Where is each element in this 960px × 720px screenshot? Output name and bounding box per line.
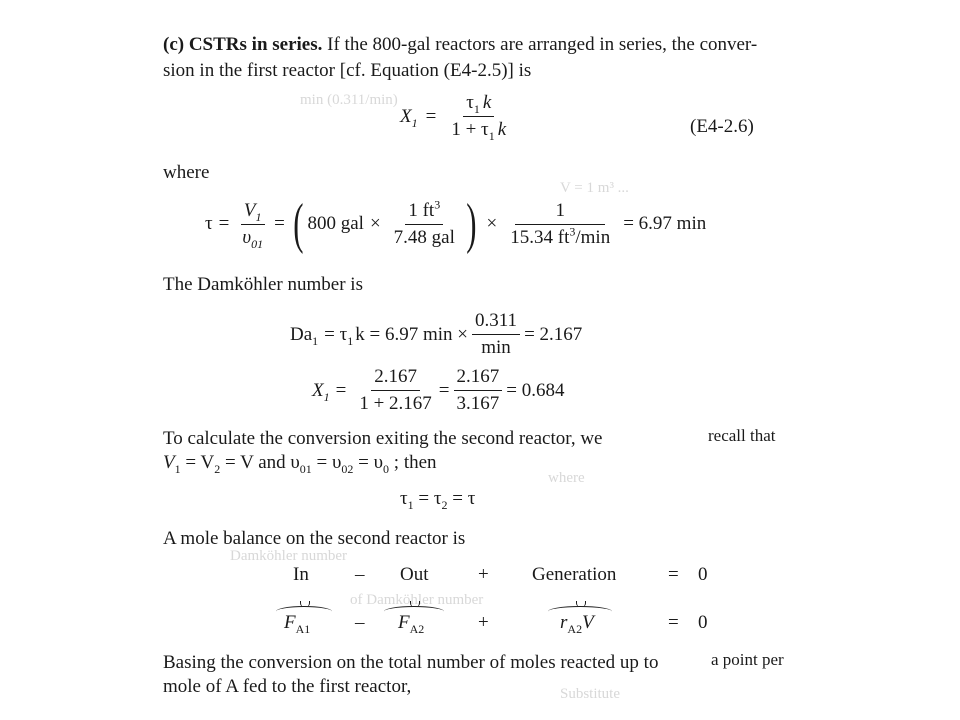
balance-plus: + [478, 564, 489, 585]
times-sign: × [369, 213, 381, 234]
intro-line-2: sion in the first reactor [cf. Equation (E4-2.5)] is [163, 60, 532, 81]
calc-line-1: To calculate the conversion exiting the second reactor, we [163, 428, 603, 449]
times-sign: × [486, 213, 498, 234]
term-plus: + [478, 612, 489, 633]
equals-sign: = [425, 105, 437, 127]
x1-result: = 0.684 [506, 379, 565, 401]
equation-tau-equality: $\tau_1 = \tau_2 = \tau$ [400, 488, 476, 512]
flow-fraction: $\frac{1}{15.34 ft^3/\min}$ [510, 199, 611, 248]
term-fa1: $F_{A1}$ [284, 612, 311, 636]
ghost-text: Damköhler number [230, 548, 348, 564]
tau-symbol: τ [205, 213, 213, 234]
equation-label: (E4-2.6) [690, 116, 754, 137]
volume-over-flow: $\frac{V_1}{\upsilon_{01}}$ [242, 199, 264, 251]
damkohler-intro: The Damköhler number is [163, 274, 363, 295]
term-equals: = [668, 612, 679, 633]
ghost-text: V = 1 m³ ... [560, 180, 629, 196]
section-label: (c) CSTRs in series. [163, 34, 323, 55]
equation-x1-numeric: $X_1$ = $\frac{2.167}{1 + 2.167}$ = $\frac{2.167}{3.167}$ = 0.684 [312, 366, 565, 414]
left-paren: ( [293, 193, 304, 255]
intro-paragraph [163, 34, 757, 56]
amount: 800 gal [307, 213, 364, 234]
eq-lhs: $X_1$ [400, 105, 418, 130]
intro-line-1: If the 800-gal reactors are arranged in series, the conver- [327, 34, 758, 55]
ghost-text: Substitute [560, 686, 621, 702]
balance-generation: Generation [532, 564, 617, 585]
term-zero: 0 [698, 612, 708, 633]
balance-zero: 0 [698, 564, 708, 585]
basing-line-2: mole of A fed to the first reactor, [163, 676, 412, 697]
term-fa2: $F_{A2}$ [398, 612, 425, 636]
da-result: = 2.167 [524, 323, 583, 345]
calc-line-2: $V_1 = V_2 = V$ and $\upsilon_{01} = \upsilon_{02} = \upsilon_0$ ; then [163, 452, 437, 476]
ghost-text: where [548, 470, 585, 486]
calc-overlay: recall that [708, 426, 776, 445]
right-paren: ) [466, 193, 477, 255]
balance-in: In [293, 564, 309, 585]
balance-out: Out [400, 564, 429, 585]
basing-overlay: a point per [711, 650, 784, 669]
where-text: where [163, 162, 210, 183]
term-ra2v: $r_{A2}V$ [560, 612, 594, 636]
equation-tau: τ = $\frac{V_1}{\upsilon_{01}}$ = ( 800 gal × $\frac{1 ft^3}{\text{7.48 gal}}$ ) × $\frac{1}{15.34 ft^3/\min}$ = 6.97 min [205, 193, 707, 255]
balance-equals: = [668, 564, 679, 585]
tau-result: = 6.97 min [623, 213, 707, 234]
equals-sign: = [218, 213, 230, 234]
term-minus: – [355, 612, 365, 633]
unit-conversion: $\frac{1 ft^3}{\text{7.48 gal}}$ [393, 197, 455, 248]
equation-damkohler: $Da_1$ = $\tau_1$ k = 6.97 min × $\frac{0.311}{\min}$ = 2.167 [290, 310, 583, 358]
equation-x1-general [400, 92, 513, 141]
ghost-text: of Damköhler number [350, 592, 484, 608]
basing-line-1: Basing the conversion on the total number of moles reacted up to [163, 652, 659, 673]
mole-balance-intro: A mole balance on the second reactor is [163, 528, 466, 549]
fraction: $\frac{\tau_1 k}{1 + \tau_1 k}$ [451, 92, 507, 143]
ghost-text: min (0.311/min) [300, 92, 398, 108]
rate-constant: $\frac{0.311}{\min}$ [472, 310, 520, 359]
balance-minus: – [355, 564, 365, 585]
